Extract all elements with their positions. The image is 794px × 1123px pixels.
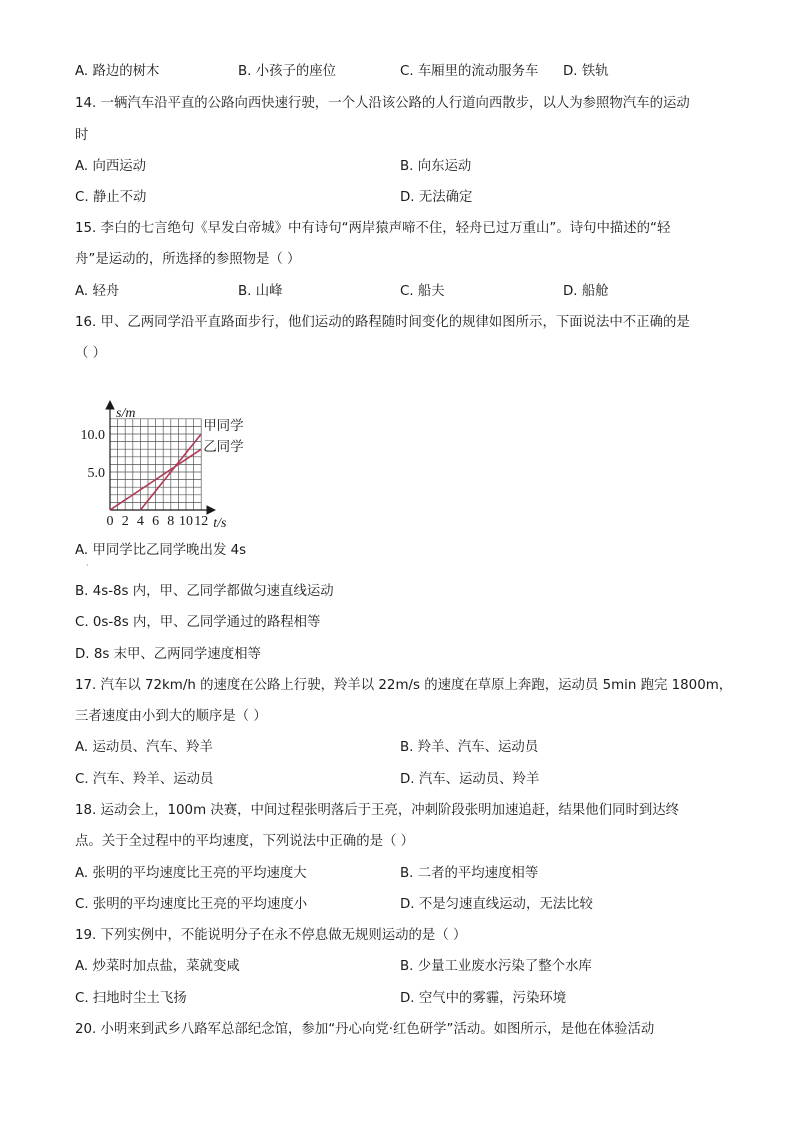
q19-option-b: B. 少量工业废水污染了整个水库 [400, 959, 592, 974]
q17-stem-line-2: 三者速度由小到大的顺序是（ ） [75, 709, 267, 724]
q19-option-a: A. 炒菜时加点盐，菜就变咸 [75, 959, 240, 974]
q14-option-d: D. 无法确定 [400, 190, 473, 205]
q18-option-d: D. 不是匀速直线运动，无法比较 [400, 897, 593, 912]
q18-option-c: C. 张明的平均速度比王亮的平均速度小 [75, 897, 308, 912]
q16-option-d: D. 8s 末甲、乙两同学速度相等 [75, 647, 261, 662]
stray-mark: · [86, 561, 89, 570]
q15-stem-line-1: 15. 李白的七言绝句《早发白帝城》中有诗句“两岸猿声啼不住，轻舟已过万重山”。诗句中描述的“轻 [75, 221, 671, 236]
q16-option-c: C. 0s-8s 内，甲、乙同学通过的路程相等 [75, 615, 321, 630]
series-labels [203, 418, 244, 455]
q14-stem-line-1: 14. 一辆汽车沿平直的公路向西快速行驶，一个人沿该公路的人行道向西散步，以人为参照物汽车的运动 [75, 96, 690, 111]
q14-option-c: C. 静止不动 [75, 190, 147, 205]
series-label-2: 乙同学 [203, 439, 244, 456]
q20-stem-line-1: 20. 小明来到武乡八路军总部纪念馆，参加“丹心向党·红色研学”活动。如图所示，是他在体验活动 [75, 1022, 655, 1037]
q19-option-d: D. 空气中的雾霾，污染环境 [400, 991, 567, 1006]
q14-option-b: B. 向东运动 [400, 159, 472, 174]
y-tick-labels [81, 428, 106, 481]
q13-option-c: C. 车厢里的流动服务车 [400, 64, 539, 79]
y-tick-label: 10.0 [80, 428, 105, 443]
q16-stem-line-1: 16. 甲、乙两同学沿平直路面步行，他们运动的路程随时间变化的规律如图所示，下面说法中不正确的是 [75, 315, 690, 330]
q16-stem-line-2: （ ） [75, 346, 107, 361]
x-tick-labels [107, 514, 209, 529]
x-tick-label: 2 [121, 514, 129, 529]
y-tick-label: 5.0 [87, 466, 105, 481]
q13-option-b: B. 小孩子的座位 [238, 64, 337, 79]
q15-option-b: B. 山峰 [238, 284, 283, 299]
x-axis-label: t/s [213, 516, 227, 531]
q18-option-a: A. 张明的平均速度比王亮的平均速度大 [75, 866, 307, 881]
x-tick-label: 10 [179, 514, 193, 529]
q16-option-a: A. 甲同学比乙同学晚出发 4s [75, 543, 247, 558]
y-axis-label: s/m [116, 405, 136, 421]
q18-stem-line-1: 18. 运动会上，100m 决赛，中间过程张明落后于王亮，冲刺阶段张明加速追赶，结果他们同时到达终 [75, 803, 680, 818]
q17-option-a: A. 运动员、汽车、羚羊 [75, 740, 213, 755]
q16-option-b: B. 4s-8s 内，甲、乙同学都做匀速直线运动 [75, 584, 334, 599]
x-tick-label: 0 [106, 514, 114, 529]
series-label-1: 甲同学 [203, 418, 244, 434]
q15-option-c: C. 船夫 [400, 284, 445, 299]
q17-option-c: C. 汽车、羚羊、运动员 [75, 772, 214, 787]
q15-stem-line-2: 舟”是运动的，所选择的参照物是（ ） [75, 252, 301, 267]
q18-stem-line-2: 点。关于全过程中的平均速度，下列说法中正确的是（ ） [75, 834, 415, 849]
q19-option-c: C. 扫地时尘土飞扬 [75, 991, 187, 1006]
q18-option-b: B. 二者的平均速度相等 [400, 866, 539, 881]
grid-lines [110, 419, 201, 510]
x-tick-label: 4 [136, 514, 144, 529]
q14-stem-line-2: 时 [75, 128, 89, 143]
x-tick-label: 8 [167, 514, 175, 529]
q15-option-a: A. 轻舟 [75, 284, 120, 299]
q17-option-d: D. 汽车、运动员、羚羊 [400, 772, 540, 787]
q19-stem-line-1: 19. 下列实例中，不能说明分子在永不停息做无规则运动的是（ ） [75, 928, 467, 943]
distance-time-graph [70, 368, 290, 533]
q14-option-a: A. 向西运动 [75, 159, 146, 174]
q15-option-d: D. 船舱 [563, 284, 609, 299]
x-tick-label: 6 [152, 514, 160, 529]
q13-option-a: A. 路边的树木 [75, 64, 160, 79]
q13-option-d: D. 铁轨 [563, 64, 609, 79]
q17-option-b: B. 羚羊、汽车、运动员 [400, 740, 539, 755]
x-tick-label: 12 [194, 514, 209, 529]
q17-stem-line-1: 17. 汽车以 72km/h 的速度在公路上行驶，羚羊以 22m/s 的速度在草原上奔跑，运动员 5min 跑完 1800m， [75, 678, 733, 693]
